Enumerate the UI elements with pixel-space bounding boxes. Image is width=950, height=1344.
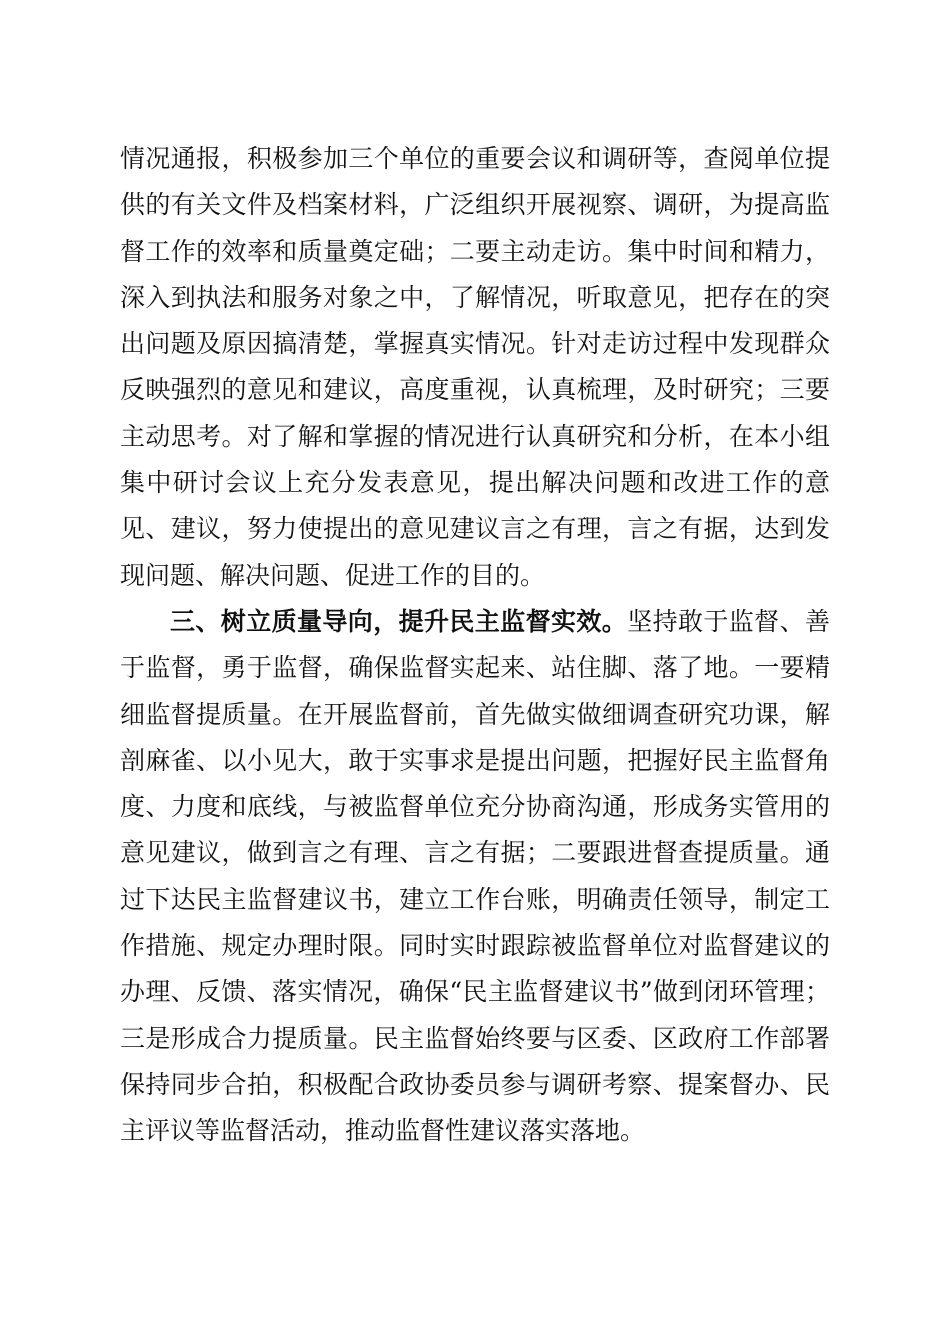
- section-heading: 三、树立质量导向，提升民主监督实效。: [170, 606, 628, 636]
- paragraph-continuation: [120, 136, 830, 599]
- paragraph-section-three: [120, 599, 830, 1155]
- paragraph-text: 坚持敢于监督、善于监督，勇于监督，确保监督实起来、站住脚、落了地。一要精细监督提质量。在开展监督前，首先做实做细调查研究功课，解剖麻雀、以小见大，敢于实事求是提出问题，把握好民主监督角度、力度和底线，与被监督单位充分协商沟通，形成务实管用的意见建议，做到言之有理、言之有据；二要跟进督查提质量。通过下达民主监督建议书，建立工作台账，明确责任领导，制定工作措施、规定办理时限。同时实时跟踪被监督单位对监督建议的办理、反馈、落实情况，确保“民主监督建议书”做到闭环管理；三是形成合力提质量。民主监督始终要与区委、区政府工作部署保持同步合拍，积极配合政协委员参与调研考察、提案督办、民主评议等监督活动，推动监督性建议落实落地。: [120, 606, 830, 1146]
- paragraph-text: 情况通报，积极参加三个单位的重要会议和调研等，查阅单位提供的有关文件及档案材料，广泛组织开展视察、调研，为提高监督工作的效率和质量奠定础；二要主动走访。集中时间和精力，深入到执法和服务对象之中，了解情况，听取意见，把存在的突出问题及原因搞清楚，掌握真实情况。针对走访过程中发现群众反映强烈的意见和建议，高度重视，认真梳理，及时研究；三要主动思考。对了解和掌握的情况进行认真研究和分析，在本小组集中研讨会议上充分发表意见，提出解决问题和改进工作的意见、建议，努力使提出的意见建议言之有理，言之有据，达到发现问题、解决问题、促进工作的目的。: [120, 144, 830, 590]
- document-body: [120, 136, 830, 1155]
